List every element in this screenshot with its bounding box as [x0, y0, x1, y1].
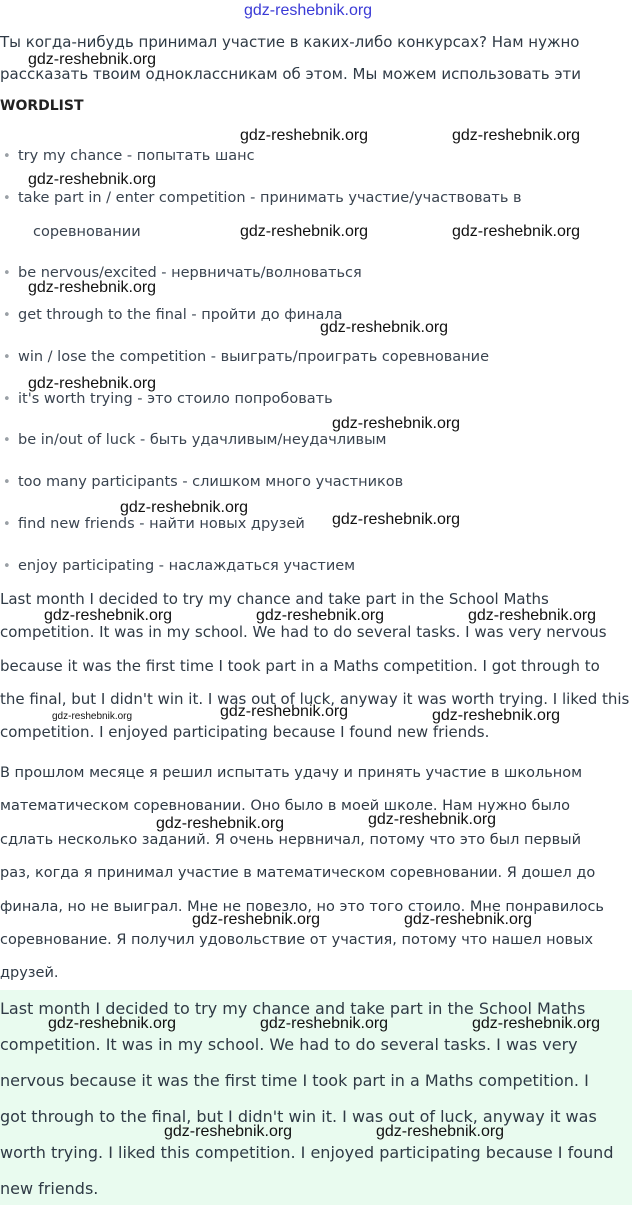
list-item — [18, 190, 522, 206]
paragraph-line: соревнование. Я получил удовольствие от участия, потому что нашел новых — [0, 932, 594, 948]
list-item-text: get through to the final - пройти до финала — [18, 307, 343, 323]
list-item-text: too many participants - слишком много участников — [18, 474, 404, 490]
watermark: gdz-reshebnik.org — [48, 1015, 177, 1032]
highlight-line: competition. It was in my school. We had to do several tasks. I was very — [0, 1035, 578, 1054]
list-item-text: find new friends - найти новых друзей — [18, 516, 305, 532]
watermark: gdz-reshebnik.org — [468, 607, 597, 624]
intro-line-1: Ты когда-нибудь принимал участие в каких-либо конкурсах? Нам нужно — [0, 33, 580, 51]
watermark: gdz-reshebnik.org — [452, 127, 581, 144]
list-item — [18, 432, 386, 448]
watermark: gdz-reshebnik.org — [452, 223, 581, 240]
list-item — [18, 516, 305, 532]
list-item-text: take part in / enter competition - принимать участие/участвовать в — [18, 190, 522, 206]
list-item — [18, 391, 333, 407]
list-item-text: try my chance - попытать шанс — [18, 148, 255, 164]
paragraph-line: В прошлом месяце я решил испытать удачу и принять участие в школьном — [0, 765, 583, 781]
list-item-text: it's worth trying - это стоило попробовать — [18, 391, 333, 407]
highlight-line: got through to the final, but I didn't win it. I was out of luck, anyway it was — [0, 1107, 597, 1126]
watermark: gdz-reshebnik.org — [260, 1015, 389, 1032]
list-item-continuation: соревновании — [33, 224, 141, 240]
watermark: gdz-reshebnik.org — [256, 607, 385, 624]
wordlist-heading: WORDLIST — [0, 98, 84, 114]
paragraph-line: Last month I decided to try my chance and take part in the School Maths — [0, 590, 549, 608]
paragraph-line: competition. I enjoyed participating because I found new friends. — [0, 723, 490, 741]
list-item — [18, 307, 343, 323]
list-item — [18, 558, 355, 574]
intro-line-2: рассказать твоим одноклассникам об этом. Мы можем использовать эти — [0, 65, 582, 83]
paragraph-line: because it was the first time I took part in a Maths competition. I got through to — [0, 657, 600, 675]
list-item-text: be nervous/excited - нервничать/волноваться — [18, 265, 362, 281]
watermark: gdz-reshebnik.org — [320, 319, 449, 336]
watermark: gdz-reshebnik.org — [120, 499, 249, 516]
paragraph-line: the final, but I didn't win it. I was out of luck, anyway it was worth trying. I liked this — [0, 690, 630, 708]
watermark: gdz-reshebnik.org — [28, 279, 157, 296]
paragraph-line: сдлать несколько заданий. Я очень нервничал, потому что это был первый — [0, 832, 581, 848]
watermark: gdz-reshebnik.org — [332, 511, 461, 528]
watermark: gdz-reshebnik.org — [44, 607, 173, 624]
watermark: gdz-reshebnik.org — [220, 703, 349, 720]
watermark: gdz-reshebnik.org — [332, 415, 461, 432]
paragraph-line: раз, когда я принимал участие в математическом соревновании. Я дошел до — [0, 865, 596, 881]
watermark: gdz-reshebnik.org — [376, 1123, 505, 1140]
watermark: gdz-reshebnik.org — [432, 707, 561, 724]
watermark: gdz-reshebnik.org — [28, 375, 157, 392]
watermark: gdz-reshebnik.org — [240, 127, 369, 144]
list-item-text: win / lose the competition - выиграть/проиграть соревнование — [18, 349, 490, 365]
watermark: gdz-reshebnik.org — [192, 911, 321, 928]
highlight-line: Last month I decided to try my chance and take part in the School Maths — [0, 999, 586, 1018]
watermark: gdz-reshebnik.org — [164, 1123, 293, 1140]
watermark: gdz-reshebnik.org — [472, 1015, 601, 1032]
watermark: gdz-reshebnik.org — [156, 815, 285, 832]
watermark-small: gdz-reshebnik.org — [52, 711, 133, 722]
list-item-text: enjoy participating - наслаждаться участием — [18, 558, 356, 574]
highlight-line: nervous because it was the first time I took part in a Maths competition. I — [0, 1071, 589, 1090]
paragraph-line: финала, но не выиграл. Мне не повезло, но это того стоило. Мне понравилось — [0, 899, 604, 915]
paragraph-line: друзей. — [0, 965, 59, 981]
watermark: gdz-reshebnik.org — [240, 223, 369, 240]
watermark: gdz-reshebnik.org — [28, 51, 157, 68]
list-item — [18, 349, 489, 365]
watermark: gdz-reshebnik.org — [368, 811, 497, 828]
highlight-line: worth trying. I liked this competition. I enjoyed participating because I found — [0, 1143, 614, 1162]
list-item-text: be in/out of luck - быть удачливым/неудачливым — [18, 432, 387, 448]
list-item — [18, 474, 403, 490]
paragraph-line: competition. It was in my school. We had to do several tasks. I was very nervous — [0, 623, 607, 641]
watermark: gdz-reshebnik.org — [404, 911, 533, 928]
watermark: gdz-reshebnik.org — [28, 171, 157, 188]
paragraph-line: математическом соревновании. Оно было в моей школе. Нам нужно было — [0, 798, 571, 814]
highlight-line: new friends. — [0, 1179, 99, 1198]
watermark-top[interactable]: gdz-reshebnik.org — [244, 2, 373, 19]
list-item — [18, 148, 255, 164]
